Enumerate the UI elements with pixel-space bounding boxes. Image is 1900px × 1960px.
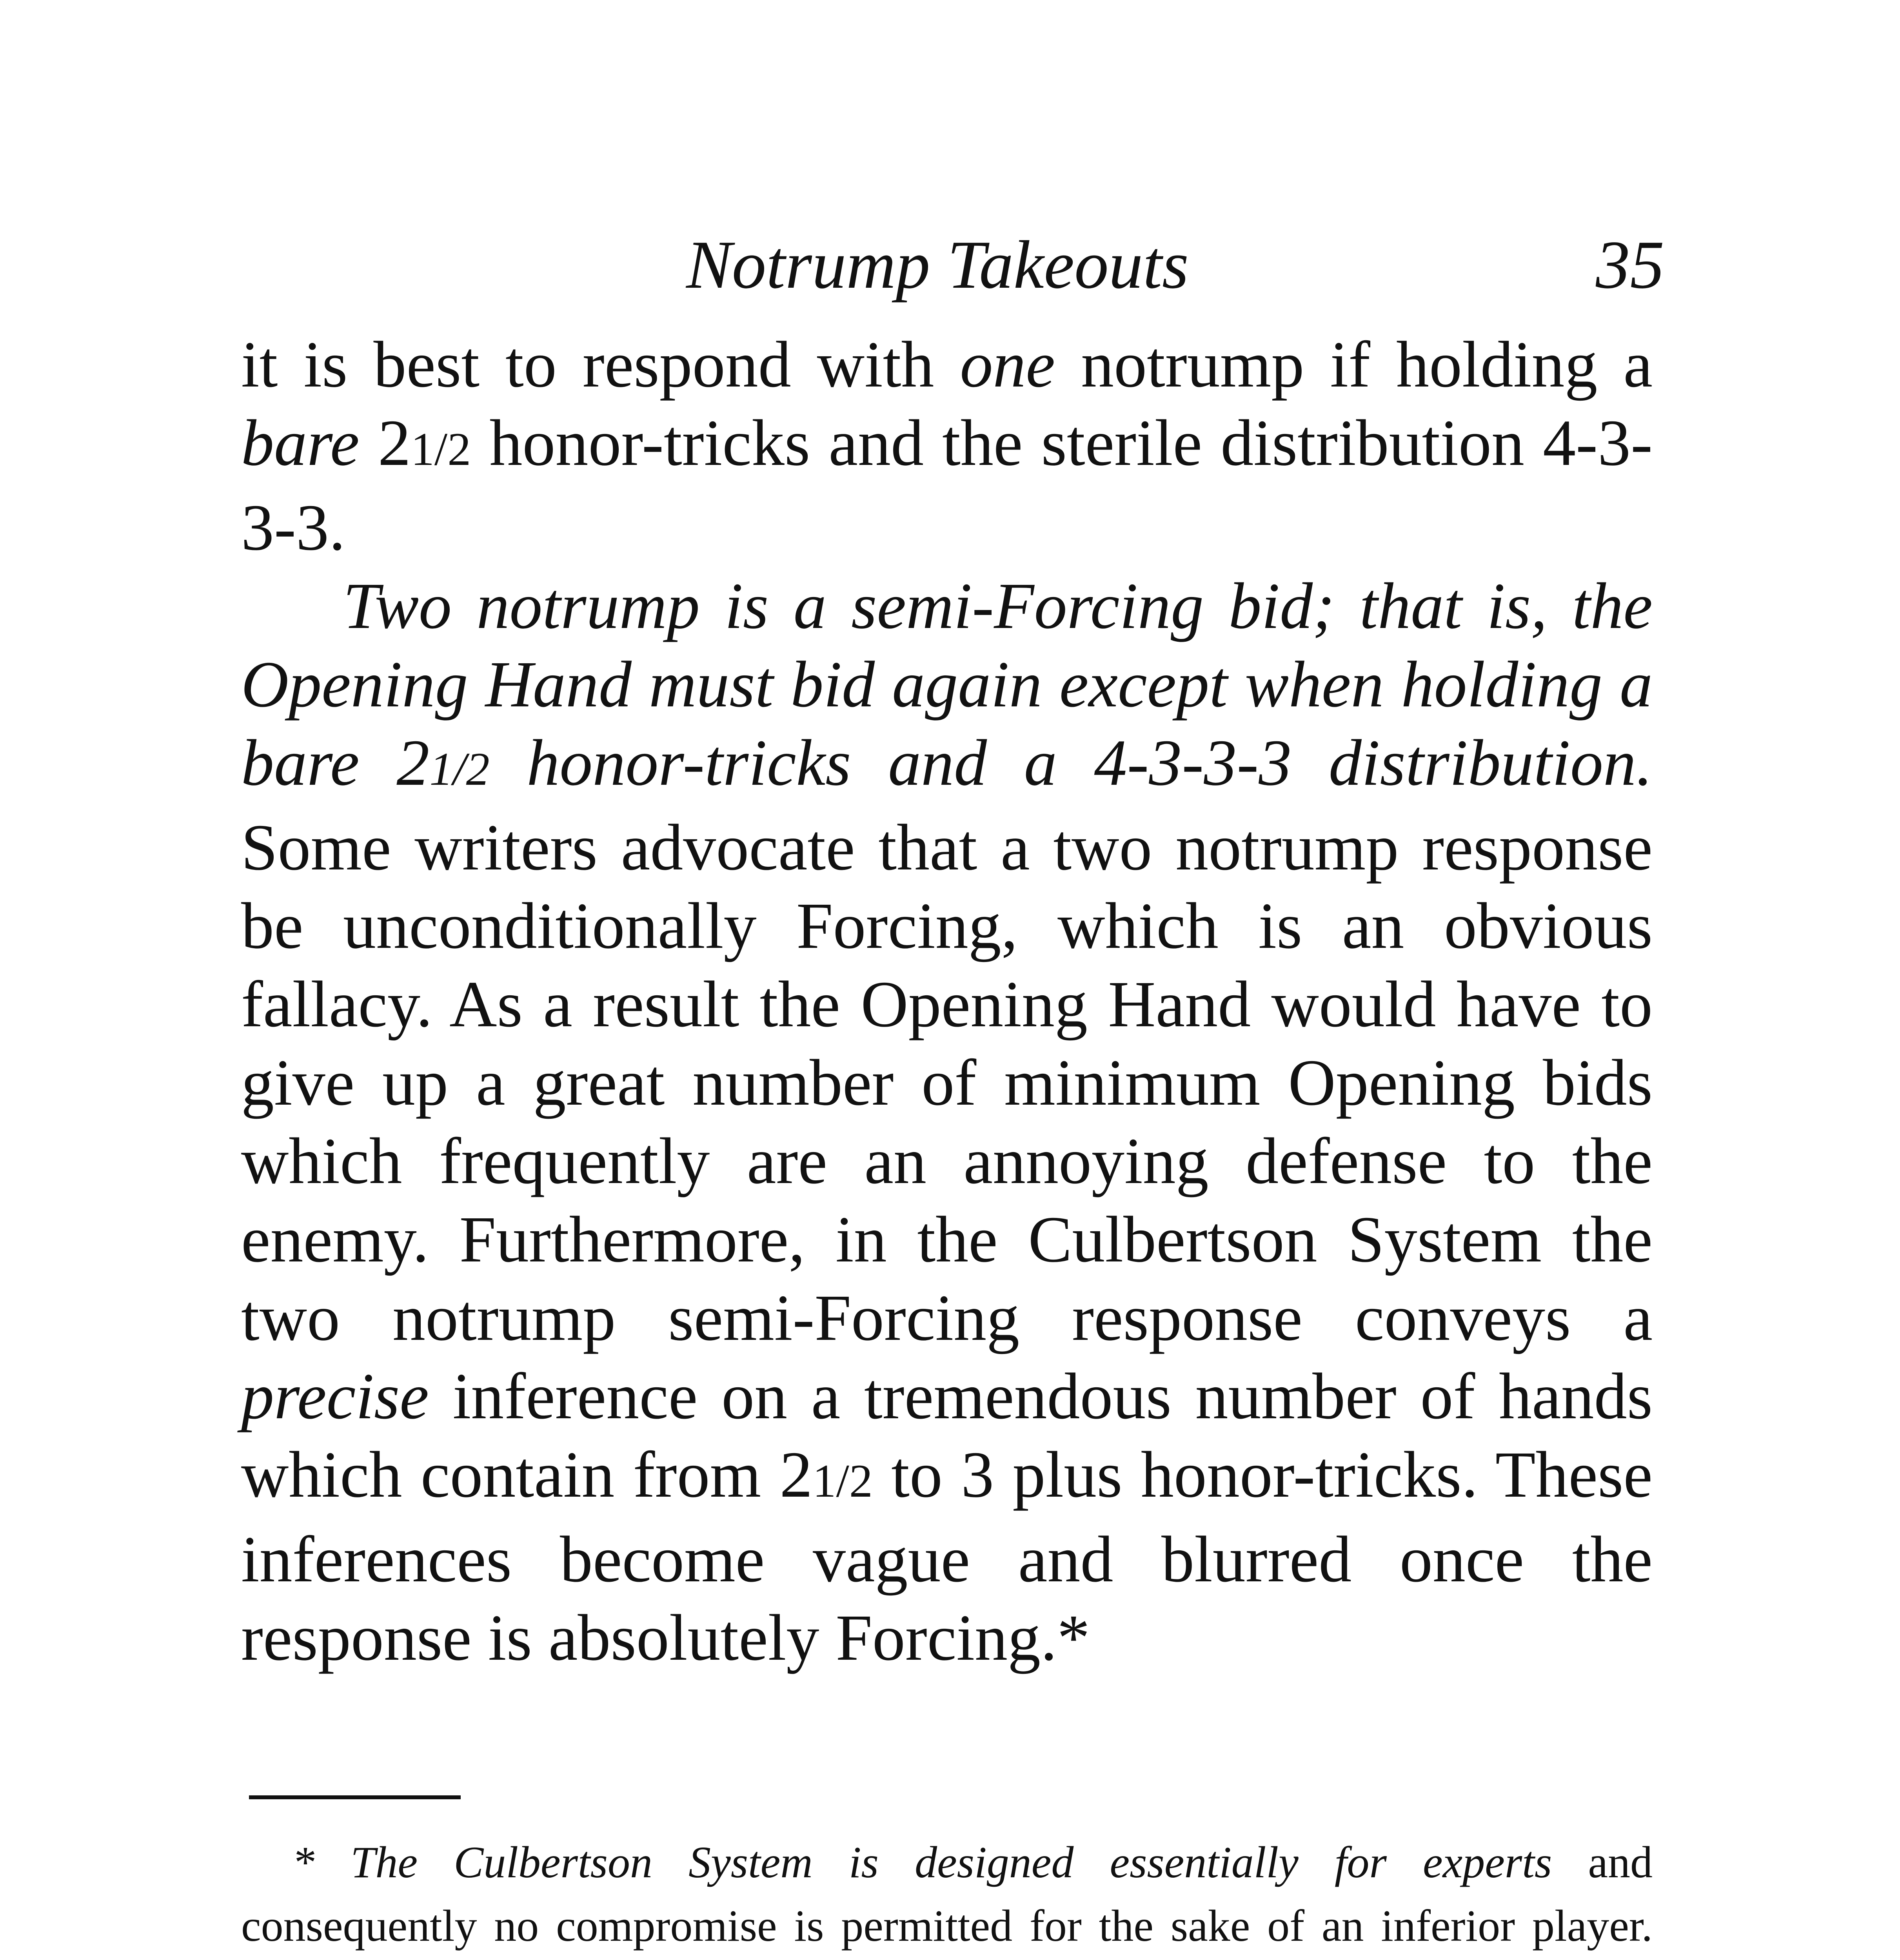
page-number: 35 (1596, 227, 1664, 303)
text-run: to 3 plus honor-tricks. These inferences become vague and blurred once the response is absolutely Forcing.* (241, 1438, 1653, 1674)
fraction: 1/2 (812, 1455, 873, 1507)
footnote (241, 1831, 1653, 1960)
emphasis: * The Culbertson System is designed essentially for experts (292, 1837, 1552, 1887)
text-run: and consequently no compromise is permitted for the sake of an inferior player. (241, 1837, 1653, 1951)
chapter-title: Notrump Takeouts (686, 227, 1189, 303)
text-run: inference on a tremendous number of hands which contain from 2 (241, 1360, 1653, 1511)
fraction: 1/2 (411, 423, 471, 475)
emphasis: honor-tricks and a 4-3-3-3 distribution. (489, 726, 1653, 799)
text-run: 2 (359, 407, 411, 479)
main-text (241, 325, 1653, 1677)
emphasis: one (960, 328, 1055, 401)
running-header (243, 225, 1664, 312)
text-run: Some writers advocate that a two notrump response be unconditionally Forcing, which is an obvious fallacy. As a result the Opening Hand would have to give up a great number of minimum Opening bids which frequently are an annoying defense to the enemy. Furthermore, in the Culbertson System the two notrump semi-Forcing response conveys a (241, 811, 1653, 1354)
footnote-divider (249, 1795, 461, 1799)
paragraph-1 (241, 325, 1653, 567)
text-run: it is best to respond with (241, 328, 960, 401)
fraction: 1/2 (429, 743, 490, 795)
emphasis: precise (241, 1360, 429, 1433)
emphasis: bare (241, 407, 360, 479)
paragraph-2 (241, 567, 1653, 1677)
text-run: honor-tricks and the sterile distribution 4-3-3-3. (241, 407, 1653, 564)
text-run: notrump if holding a (1055, 328, 1653, 401)
emphasis: Two notrump is a semi-Forcing bid; that is, the Opening Hand must bid again except when holding a bare 2 (241, 570, 1653, 799)
footnote-text (241, 1831, 1653, 1960)
